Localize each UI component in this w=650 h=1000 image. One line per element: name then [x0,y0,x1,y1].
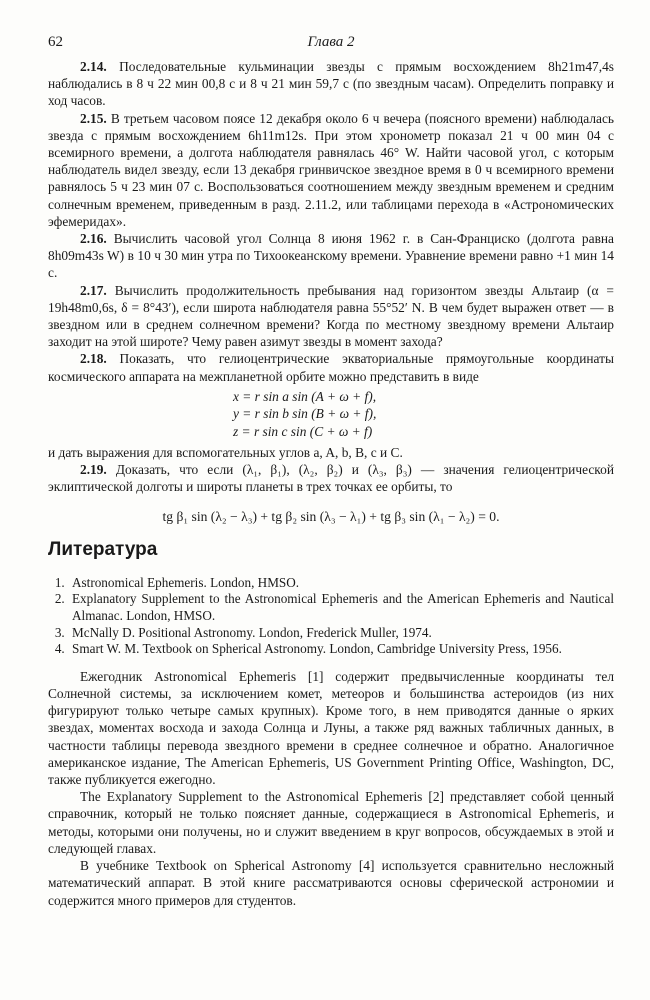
equation-x: x = r sin a sin (A + ω + f), [233,388,377,404]
exercise-text: Вычислить часовой угол Солнца 8 июня 1962 г. в Сан-Франциско (долгота равна 8h09m43s W) в 10 ч 30 мин утра по Тихоокеанскому времени. Уравнение времени равно +1 мин 14 с. [48,231,614,281]
exercise-2-19 [48,461,614,495]
reference-item: 3. McNally D. Positional Astronomy. London, Frederick Muller, 1974. [68,625,614,642]
exercise-2-15 [48,110,614,230]
chapter-title: Глава 2 [307,34,355,50]
exercise-number: 2.18. [80,351,107,367]
reference-item: 4. Smart W. M. Textbook on Spherical Astronomy. London, Cambridge University Press, 1956. [68,641,614,658]
exercise-2-16 [48,230,614,282]
exercise-text: Показать, что гелиоцентрические экваториальные прямоугольные координаты космического аппарата на межпланетной орбите можно представить в виде [48,351,614,384]
literature-paragraph: В учебнике Textbook on Spherical Astronomy [4] используется сравнительно несложный математический аппарат. В этой книге рассматриваются основы сферической астрономии и содержится много примеров для студентов. [48,858,614,908]
literature-paragraph: The Explanatory Supplement to the Astronomical Ephemeris [2] представляет собой ценный справочник, который не только поясняет данные, содержащиеся в Astronomical Ephemeris, и методы, которыми они получены, но и служит введением в круг вопросов, обсуждаемых в этой и следующей главах. [48,789,614,856]
page-number: 62 [48,34,63,50]
exercise-number: 2.15. [80,110,107,126]
equation-y: y = r sin b sin (B + ω + f), [233,406,377,422]
reference-item: 2. Explanatory Supplement to the Astronomical Ephemeris and the American Ephemeris and Nautical Almanac. London, HMSO. [68,591,614,624]
literature-paragraph: Ежегодник Astronomical Ephemeris [1] содержит предвычисленные координаты тел Солнечной системы, за исключением комет, метеоров и большинства астероидов (из них фигурируют только четыре самых крупных). Кроме того, в нем приводятся данные о ярких звездах, моментах восхода и захода Солнца и Луны, а также ряд важных табличных данных, в частности таблицы перевода звездного времени в среднее солнечное и обратно. Аналогичное американское издание, The American Ephemeris, US Government Printing Office, Washington, DC, также публикуется ежегодно. [48,668,614,788]
exercise-number: 2.19. [80,462,107,478]
exercise-text: В третьем часовом поясе 12 декабря около 6 ч вечера (поясного времени) наблюдалась звезда с прямым восхождением 6h11m12s. При этом хронометр показал 21 ч 00 мин 04 с всемирного времени, а долгота наблюдателя равнялась 46° W. Найти часовой угол, с которым наблюдатель видел звезду, если 13 декабря гринвичское звездное время в 0 ч всемирного времени равнялось 5 ч 23 мин 07 с. Воспользоваться соотношением между звездным временем и средним солнечным временем, приведенным в разд. 2.11.2, или таблицами перехода в «Астрономических эфемеридах». [48,110,614,229]
exercise-2-17 [48,282,614,351]
book-page [48,34,614,909]
exercise-2-18 [48,350,614,384]
exercise-text: Доказать, что если (λ₁, β₁), (λ₂, β₂) и (λ₃, β₃) — значения гелиоцентрической эклиптической долготы и широты планеты в трех точках ее орбиты, то [48,462,614,495]
equation-block-2-18 [48,388,614,440]
reference-list [48,575,614,658]
literature-heading: Литература [48,538,158,560]
reference-item: 1. Astronomical Ephemeris. London, HMSO. [68,575,614,592]
exercise-2-14 [48,58,614,110]
exercise-number: 2.14. [80,59,107,74]
exercise-text: Вычислить продолжительность пребывания над горизонтом звезды Альтаир (α = 19h48m0,6s, δ = 8°43′), если широта наблюдателя равна 55°52′ N. В чем будет выражен ответ — в звездном или в среднем солнечном времени? Когда по местному звездному времени Альтаир заходит на этой широте? Чему равен азимут звезды в момент захода? [48,282,614,350]
exercise-2-18-continuation: и дать выражения для вспомогательных углов a, A, b, B, c и C. [48,445,403,461]
exercise-number: 2.16. [80,231,107,247]
running-header [48,34,614,58]
equation-2-19: tg β₁ sin (λ₂ − λ₃) + tg β₂ sin (λ₃ − λ₁) + tg β₃ sin (λ₁ − λ₂) = 0. [162,508,500,524]
equation-z: z = r sin c sin (C + ω + f) [233,423,373,439]
exercise-text: Последовательные кульминации звезды с прямым восхождением 8h21m47,4s наблюдались в 8 ч 22 мин 00,8 с и 8 ч 21 мин 59,7 с (по звездным часам). Определить поправку и ход часов. [48,59,614,109]
exercise-number: 2.17. [80,282,107,298]
